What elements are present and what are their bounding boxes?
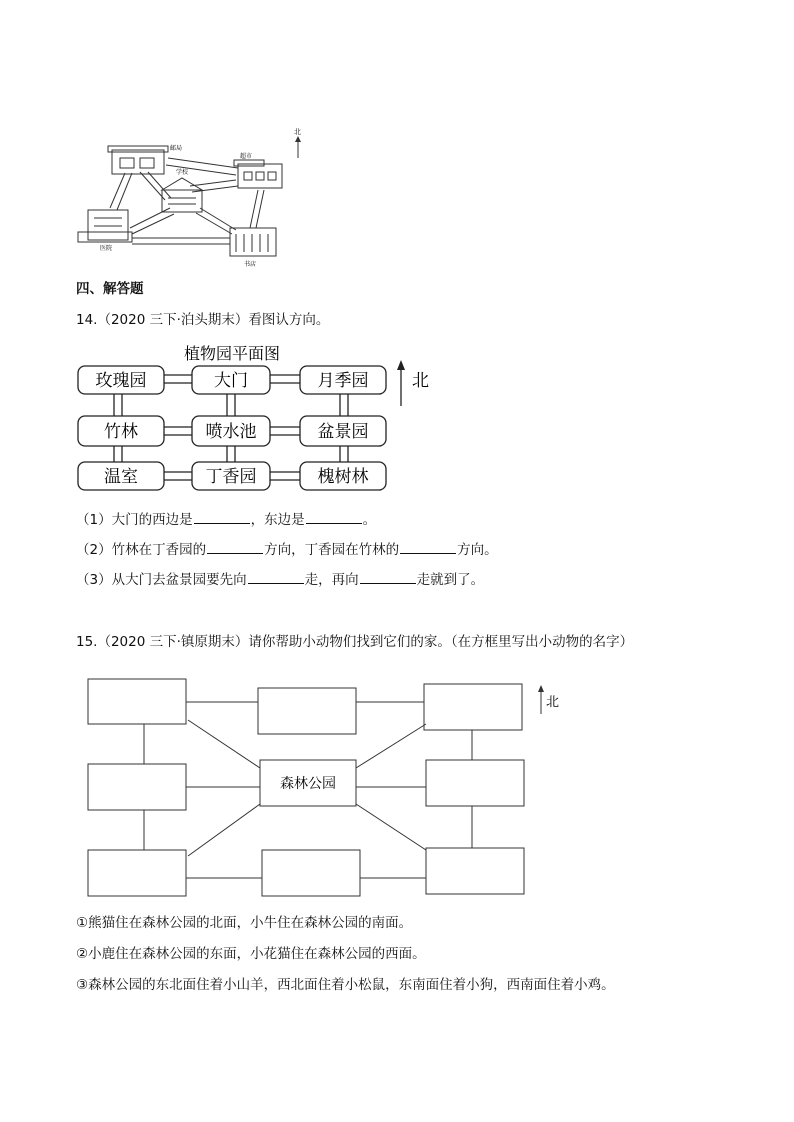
answer-blank[interactable] bbox=[248, 571, 304, 584]
q14-sub3 bbox=[76, 571, 484, 589]
forest-north-label: 北 bbox=[546, 695, 560, 710]
diagram-north-label: 北 bbox=[412, 371, 429, 391]
botanical-garden-diagram bbox=[74, 340, 444, 492]
north-arrow-icon bbox=[538, 685, 544, 692]
q14-sub3-part-b: 走，再向 bbox=[304, 572, 359, 588]
cell-greenhouse: 温室 bbox=[104, 467, 138, 487]
cell-lilac-garden: 丁香园 bbox=[205, 467, 257, 487]
sketch-left-label: 医院 bbox=[100, 245, 113, 252]
cell-fountain: 喷水池 bbox=[205, 422, 257, 442]
sketch-north-label: 北 bbox=[294, 128, 301, 136]
q15-clue-1: ①熊猫住在森林公园的北面，小牛住在森林公园的南面。 bbox=[76, 915, 413, 931]
q14-sub1-part-a: （1）大门的西边是 bbox=[76, 512, 193, 528]
animal-home-box-northeast[interactable] bbox=[424, 684, 522, 730]
answer-blank[interactable] bbox=[194, 511, 250, 524]
answer-blank[interactable] bbox=[306, 511, 362, 524]
cell-chinese-rose-garden: 月季园 bbox=[317, 371, 369, 391]
q14-sub1 bbox=[76, 511, 376, 529]
sketch-center-label: 学校 bbox=[176, 169, 189, 176]
animal-home-box-east[interactable] bbox=[426, 760, 524, 806]
cell-rose-garden: 玫瑰园 bbox=[95, 371, 147, 391]
sketch-top-label: 邮局 bbox=[170, 145, 183, 152]
diagram-title: 植物园平面图 bbox=[183, 344, 281, 363]
q14-sub2-part-b: 方向，丁香园在竹林的 bbox=[264, 542, 400, 558]
q14-sub2-part-a: （2）竹林在丁香园的 bbox=[76, 542, 207, 558]
animal-home-box-northwest[interactable] bbox=[88, 679, 186, 724]
q15-clue-2: ②小鹿住在森林公园的东面，小花猫住在森林公园的西面。 bbox=[76, 946, 426, 962]
answer-blank[interactable] bbox=[207, 541, 263, 554]
q15-clue-3: ③森林公园的东北面住着小山羊，西北面住着小松鼠，东南面住着小狗，西南面住着小鸡。 bbox=[76, 977, 615, 993]
animal-home-box-north[interactable] bbox=[258, 688, 356, 734]
cell-bamboo-grove: 竹林 bbox=[104, 422, 138, 442]
animal-home-box-southeast[interactable] bbox=[426, 848, 524, 894]
answer-blank[interactable] bbox=[360, 571, 416, 584]
q14-sub1-part-c: 。 bbox=[362, 512, 377, 528]
north-arrow-icon bbox=[397, 360, 405, 370]
forest-park-label: 森林公园 bbox=[280, 776, 336, 792]
route-sketch-map bbox=[70, 128, 340, 270]
q14-prompt: 14.（2020 三下·泊头期末）看图认方向。 bbox=[76, 312, 330, 328]
q15-prompt: 15.（2020 三下·镇原期末）请你帮助小动物们找到它们的家。（在方框里写出小动物的名字） bbox=[76, 634, 634, 650]
forest-park-diagram bbox=[80, 672, 580, 904]
q14-sub2 bbox=[76, 541, 498, 559]
cell-locust-grove: 槐树林 bbox=[317, 467, 369, 487]
answer-blank[interactable] bbox=[400, 541, 456, 554]
q14-sub3-part-a: （3）从大门去盆景园要先向 bbox=[76, 572, 247, 588]
cell-bonsai-garden: 盆景园 bbox=[317, 422, 369, 442]
sketch-right-label: 超市 bbox=[240, 153, 253, 160]
animal-home-box-south[interactable] bbox=[262, 850, 360, 896]
sketch-bottom-label: 书店 bbox=[244, 261, 257, 268]
q14-sub3-part-c: 走就到了。 bbox=[416, 572, 485, 588]
animal-home-box-west[interactable] bbox=[88, 764, 186, 810]
section-heading: 四、解答题 bbox=[76, 281, 144, 297]
q14-sub1-part-b: ，东边是 bbox=[250, 512, 305, 528]
cell-main-gate: 大门 bbox=[214, 371, 248, 391]
q14-sub2-part-c: 方向。 bbox=[457, 542, 498, 558]
animal-home-box-southwest[interactable] bbox=[88, 850, 186, 896]
